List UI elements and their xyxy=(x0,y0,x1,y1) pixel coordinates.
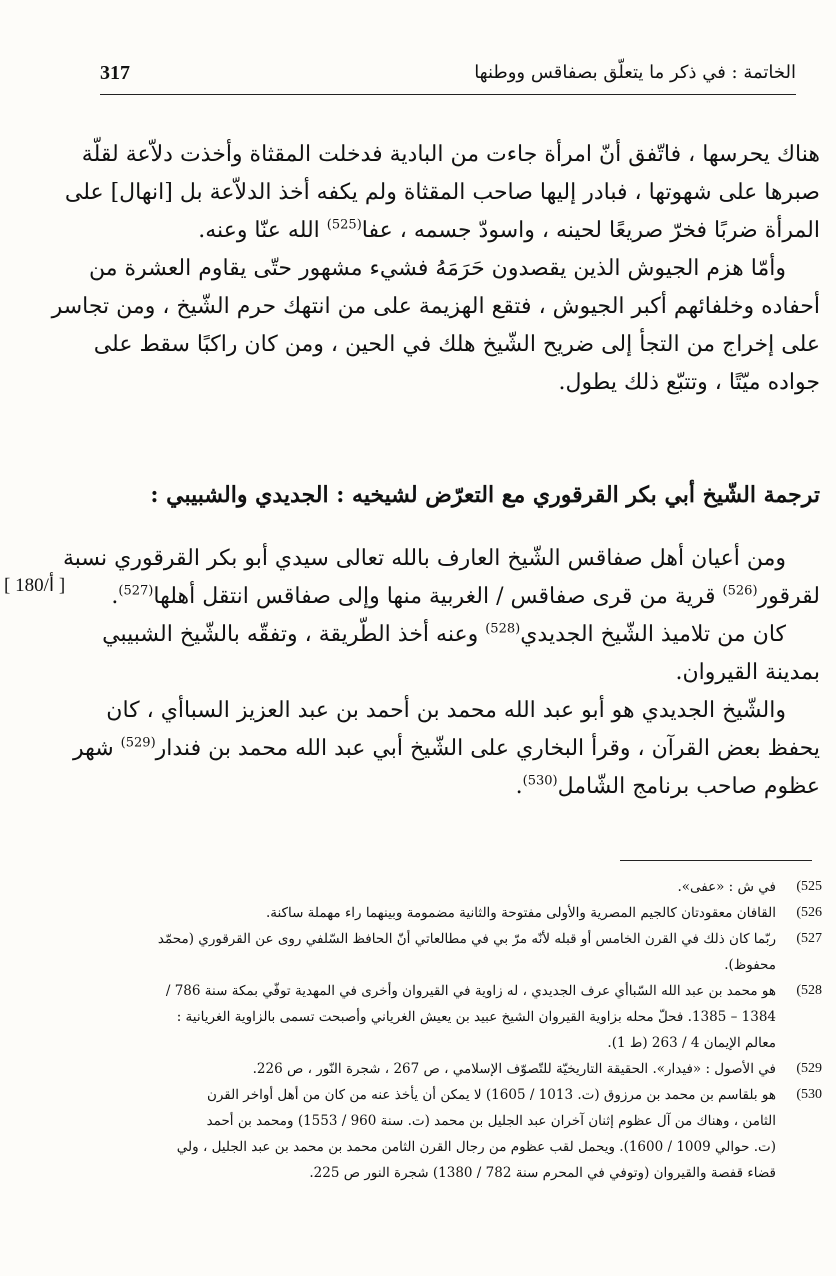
footnote-line: قضاء قفصة والقيروان (وتوفي في المحرم سنة 782 / 1380) شجرة النور ص 225. xyxy=(309,1165,776,1181)
body-line: كان من تلاميذ الشّيخ الجديدي$^{(528)}$ وعنه أخذ الطّريقة ، وتفقّه بالشّيخ الشبيبي xyxy=(102,621,786,647)
body-line: يحفظ بعض القرآن ، وقرأ البخاري على الشّيخ أبي عبد الله محمد بن فندار$^{(529)}$ شهر xyxy=(72,735,820,761)
footnote xyxy=(96,978,822,1056)
body-line: هناك يحرسها ، فاتّفق أنّ امرأة جاءت من البادية فدخلت المقثاة وأخذت دلاّعة لقلّة xyxy=(81,142,820,167)
footnote-ref: (530) xyxy=(522,773,558,789)
footnote-ref: (528) xyxy=(485,621,521,637)
footnote-ref: (529) xyxy=(120,735,156,751)
paragraph-qarquri xyxy=(62,540,820,806)
footnote xyxy=(96,926,822,978)
body-line: لقرقور$^{(526)}$ قرية من قرى صفاقس / الغربية منها وإلى صفاقس انتقل أهلها$^{(527)}$. xyxy=(111,583,820,609)
footnote xyxy=(96,1082,822,1186)
body-line: والشّيخ الجديدي هو أبو عبد الله محمد بن أحمد بن عبد العزيز السباأي ، كان xyxy=(106,698,786,723)
footnote-ref: (526) xyxy=(722,583,758,599)
section-heading: ترجمة الشّيخ أبي بكر القرقوري مع التعرّض لشيخيه : الجديدي والشبيبي : xyxy=(150,482,820,508)
footnote-line: القافان معقودتان كالجيم المصرية والأولى مفتوحة والثانية مضمومة وبينهما راء مهملة ساكنة. xyxy=(265,905,776,921)
body-line: صبرها على شهوتها ، فبادر إليها صاحب المقثاة ولم يكفه أخذ الدلاّعة بل [انهال] على xyxy=(64,180,820,205)
footnote-line: 1384 – 1385. فحلّ محله بزاوية القيروان الشيخ عبيد بن يعيش الغرياني وأصبحت تسمى بالزاوية الغريانية : xyxy=(176,1009,776,1025)
footnote-line: هو بلقاسم بن محمد بن مرزوق (ت. 1013 / 1605) لا يمكن أن يأخذ عنه من كان من أهل أواخر القرن xyxy=(206,1087,776,1103)
footnote-number: (527 xyxy=(796,931,822,946)
footnote-line: ربّما كان ذلك في القرن الخامس أو قبله لأنّه مرّ بي في مطالعاتي أنّ الحافظ السّلفي روى عن القرقوري (محمّد xyxy=(157,931,776,947)
footnote-line: محفوظ). xyxy=(724,957,776,973)
footnote-separator xyxy=(620,860,812,861)
footnote-number: (525 xyxy=(796,879,822,894)
body-line: المرأة ضربًا فخرّ صريعًا لحينه ، واسودّ جسمه ، عفا$^{(525)}$ الله عنّا وعنه. xyxy=(198,217,820,243)
footnote-number: (526 xyxy=(796,905,822,920)
body-line: أحفاده وخلفائهم أكبر الجيوش ، فتقع الهزيمة على من انتهك حرم الشّيخ ، ومن تجاسر xyxy=(51,294,820,319)
body-line: عظوم صاحب برنامج الشّامل$^{(530)}$. xyxy=(515,773,820,799)
footnotes xyxy=(96,874,822,1186)
page-header xyxy=(100,60,796,95)
footnote-ref: (525) xyxy=(326,217,362,233)
footnote-number: (528 xyxy=(796,983,822,998)
footnote-number: (529 xyxy=(796,1061,822,1076)
footnote xyxy=(96,874,822,900)
footnote-number: (530 xyxy=(796,1087,822,1102)
body-line: بمدينة القيروان. xyxy=(675,660,820,685)
footnote-ref: (527) xyxy=(118,583,154,599)
page-number: 317 xyxy=(100,62,130,84)
manuscript-folio-marker: [ 180/أ ] xyxy=(4,575,66,596)
footnote-line: الثامن ، وهناك من آل عظوم إثنان آخران عبد الجليل بن محمد (ت. سنة 960 / 1553) ومحمد بن أحمد xyxy=(206,1113,776,1129)
body-line: على إخراج من التجأ إلى ضريح الشّيخ هلك في الحين ، ومن كان راكبًا سقط على xyxy=(93,332,820,357)
footnote xyxy=(96,1056,822,1082)
body-line: وأمّا هزم الجيوش الذين يقصدون حَرَمَهُ فشيء مشهور حتّى يقاوم العشرة من xyxy=(89,256,786,281)
running-title: الخاتمة : في ذكر ما يتعلّق بصفاقس ووطنها xyxy=(474,62,796,83)
footnote-line: هو محمد بن عبد الله السّباأي عرف الجديدي ، له زاوية في القيروان وأخرى في المهدية توفّي بمكة سنة 786 / xyxy=(165,983,776,999)
body-line: جواده ميّتًا ، وتتبّع ذلك يطول. xyxy=(558,370,820,395)
footnote-line: في ش : «عفى». xyxy=(677,879,776,895)
footnote-line: معالم الإيمان 4 / 263 (ط 1). xyxy=(607,1035,776,1051)
footnote xyxy=(96,900,822,926)
body-line: ومن أعيان أهل صفاقس الشّيخ العارف بالله تعالى سيدي أبو بكر القرقوري نسبة xyxy=(62,546,786,571)
footnote-line: (ت. حوالي 1009 / 1600). ويحمل لقب عظوم من رجال القرن الثامن محمد بن محمد بن عبد الجليل ، ولي xyxy=(176,1139,776,1155)
paragraph-hazm-aljuyush xyxy=(51,136,820,402)
footnote-line: في الأصول : «فيدار». الحقيقة التاريخيّة للتّصوّف الإسلامي ، ص 267 ، شجرة النّور ، ص 226. xyxy=(252,1061,776,1077)
